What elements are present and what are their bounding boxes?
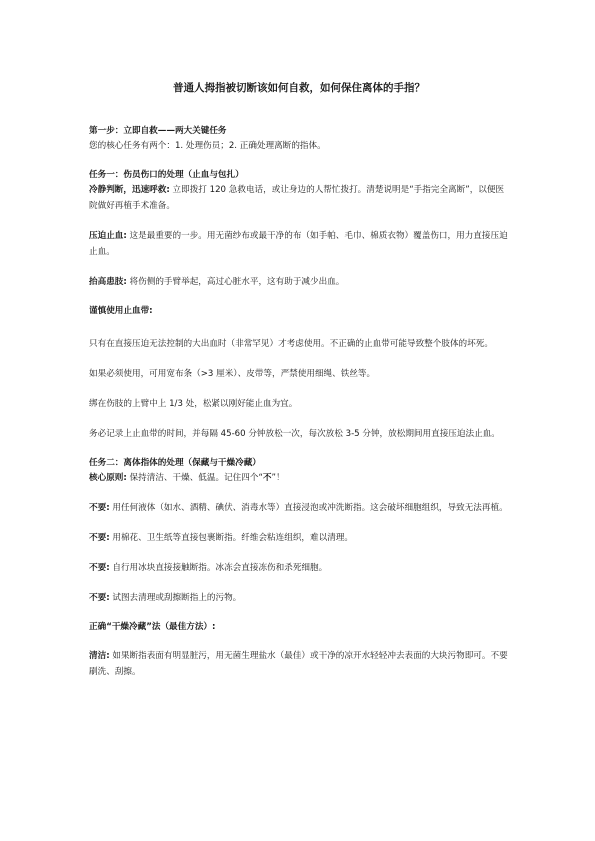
press-label: 压迫止血:: [89, 231, 127, 241]
page-title: 普通人拇指被切断该如何自救，如何保住离体的手指？: [173, 82, 425, 94]
principle-tail: ”！: [271, 473, 285, 483]
no1-label: 不要:: [89, 503, 110, 513]
no1-paragraph: [89, 500, 509, 516]
call-text: 立即拨打 120 急救电话，或让身边的人帮忙拨打。清楚说明是“手指完全离断”，以便医院做好再植手术准备。: [89, 185, 505, 211]
raise-paragraph: [89, 274, 509, 290]
no3-text: 自行用冰块直接接触断指。冰冻会直接冻伤和杀死细胞。: [109, 563, 328, 573]
clean-paragraph: [89, 648, 509, 680]
press-text: 这是最重要的一步。用无菌纱布或最干净的布（如手帕、毛巾、棉质衣物）覆盖伤口，用力直接压迫止血。: [89, 231, 508, 257]
step1-heading: 第一步：立即自救——两大关键任务: [89, 126, 227, 136]
no4-label: 不要:: [89, 593, 110, 603]
clean-label: 清洁:: [89, 651, 110, 661]
call-paragraph: [89, 182, 509, 214]
task1-heading: 任务一：伤员伤口的处理（止血与包扎）: [89, 170, 244, 180]
no4-text: 试图去清理或刮擦断指上的污物。: [109, 593, 242, 603]
document-page: [89, 80, 509, 680]
tourniquet-p2: 如果必须使用，可用宽布条（>3 厘米）、皮带等，严禁使用细绳、铁丝等。: [89, 369, 376, 379]
no1-text: 用任何液体（如水、酒精、碘伏、消毒水等）直接浸泡或冲洗断指。这会破坏细胞组织，导致无法再植。: [109, 503, 508, 513]
task2-heading: 任务二：离体指体的处理（保藏与干燥冷藏）: [89, 458, 261, 468]
step1-text: 您的核心任务有两个：1. 处理伤员；2. 正确处理离断的指体。: [89, 141, 326, 151]
no4-paragraph: [89, 590, 509, 606]
clean-text: 如果断指表面有明显脏污，用无菌生理盐水（最佳）或干净的凉开水轻轻冲去表面的大块污物即可。不要刷洗、刮擦。: [89, 651, 508, 677]
no2-paragraph: [89, 530, 509, 546]
no2-label: 不要:: [89, 533, 110, 543]
no2-text: 用棉花、卫生纸等直接包裹断指。纤维会粘连组织，难以清理。: [109, 533, 353, 543]
raise-label: 抬高患肢:: [89, 277, 127, 287]
tourniquet-p4: 务必记录上止血带的时间，并每隔 45-60 分钟放松一次，每次放松 3-5 分钟，放松期间用直接压迫法止血。: [89, 429, 500, 439]
tourniquet-p1: 只有在直接压迫无法控制的大出血时（非常罕见）才考虑使用。不正确的止血带可能导致整个肢体的坏死。: [89, 339, 493, 349]
raise-text: 将伤侧的手臂举起，高过心脏水平，这有助于减少出血。: [126, 277, 345, 287]
principle-emph: 不: [262, 473, 272, 483]
no3-paragraph: [89, 560, 509, 576]
principle-text: 保持清洁、干燥、低温。记住四个“: [126, 473, 263, 483]
tourniquet-p3: 绑在伤肢的上臂中上 1/3 处，松紧以刚好能止血为宜。: [89, 399, 298, 409]
principle-label: 核心原则:: [89, 473, 127, 483]
no3-label: 不要:: [89, 563, 110, 573]
tourniquet-heading: 谨慎使用止血带:: [89, 306, 153, 316]
call-label: 冷静判断，迅速呼救:: [89, 185, 170, 195]
principle-paragraph: [89, 470, 509, 486]
method-heading: 正确“干燥冷藏”法（最佳方法）:: [89, 622, 216, 632]
press-paragraph: [89, 228, 509, 260]
